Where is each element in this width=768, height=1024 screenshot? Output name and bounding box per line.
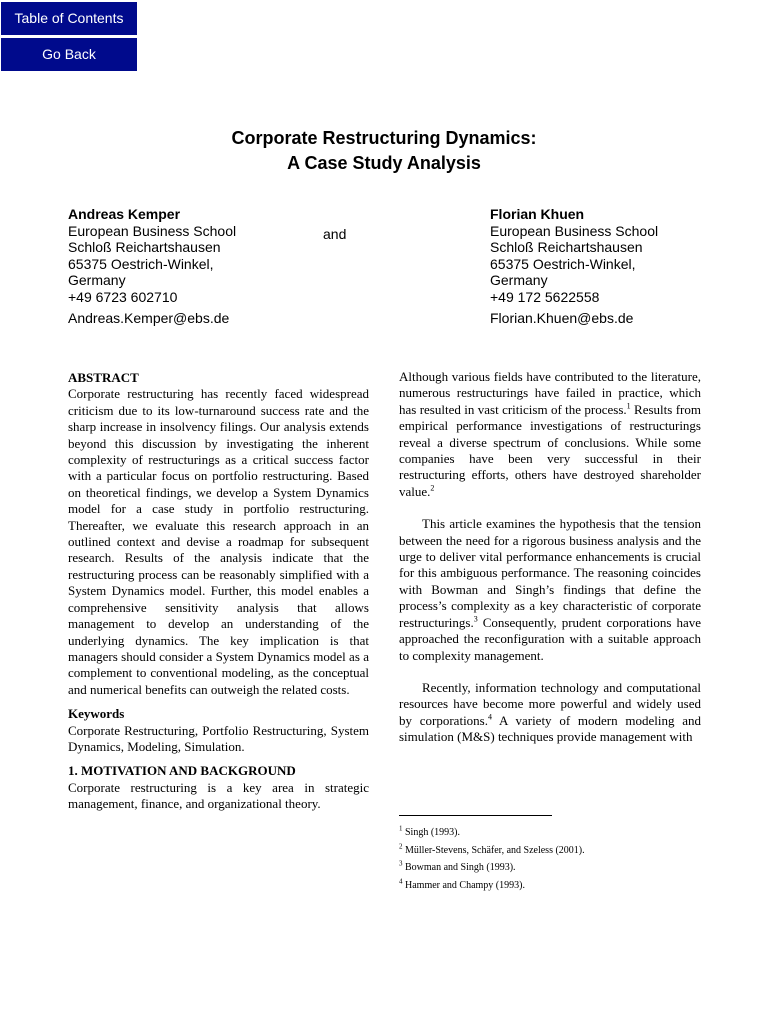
paragraph-text: Consequently, prudent corporations have approached the reconfiguration with a suitable approach to complexity management.	[399, 614, 701, 663]
author-conjunction: and	[323, 226, 347, 242]
footnote-divider	[399, 815, 552, 816]
footnote-number: 4	[399, 877, 403, 886]
author-name: Florian Khuen	[490, 206, 585, 222]
left-column	[68, 370, 369, 813]
body-paragraph-3	[399, 680, 701, 746]
author-email: Andreas.Kemper@ebs.de	[68, 310, 230, 326]
author-address-line1: Schloß Reichartshausen	[68, 239, 221, 255]
footnote-marker: 2	[430, 483, 435, 493]
footnote-text: Müller-Stevens, Schäfer, and Szeless (2001).	[402, 844, 585, 856]
author-address-line2: 65375 Oestrich-Winkel,	[68, 255, 214, 272]
paper-title-line1: Corporate Restructuring Dynamics:	[231, 128, 537, 148]
footnote-marker: 3	[473, 614, 478, 624]
footnote-item	[399, 877, 699, 895]
paper-title-line2: A Case Study Analysis	[287, 153, 481, 173]
author-name: Andreas Kemper	[68, 206, 181, 222]
paragraph-text: Results from empirical performance investigations of restructurings reveal a diverse spectrum of conclusions. While some companies have been very successful in their restructuring efforts, others have destroyed shareholder value.	[399, 401, 701, 499]
footnote-marker: 1	[626, 401, 631, 411]
paragraph-text: This article examines the hypothesis that the tension between the need for a rigorous business analysis and the urge to deliver vital performance enhancements is crucial for this ambiguous performance. The reasoning coincides with Bowman and Singh’s findings that define the process’s complexity as a key characteristic of corporate restructurings.	[399, 516, 701, 630]
table-of-contents-button[interactable]: Table of Contents	[0, 1, 138, 36]
author-affiliation: European Business School	[490, 222, 659, 239]
footnote-item	[399, 824, 699, 842]
section-heading: 1. MOTIVATION AND BACKGROUND	[68, 763, 296, 779]
footnote-text: Singh (1993).	[402, 827, 460, 838]
right-column	[399, 369, 701, 746]
author-block-kemper	[68, 206, 328, 327]
author-country: Germany	[490, 272, 548, 288]
author-phone: +49 6723 602710	[68, 288, 178, 305]
go-back-button[interactable]: Go Back	[0, 37, 138, 72]
author-affiliation: European Business School	[68, 222, 237, 239]
author-block-khuen	[490, 206, 750, 327]
footnote-item	[399, 842, 699, 860]
abstract-heading: ABSTRACT	[68, 370, 139, 385]
footnote-number: 1	[399, 824, 403, 833]
footnote-marker: 4	[488, 712, 492, 722]
paragraph-text: Recently, information technology and computational resources have become more powerful and widely used by corporations.	[399, 679, 701, 728]
section-text: Corporate restructuring is a key area in strategic management, finance, and organizational theory.	[68, 779, 369, 812]
author-email: Florian.Khuen@ebs.de	[490, 310, 634, 326]
author-address-line1: Schloß Reichartshausen	[490, 239, 643, 255]
footnotes	[399, 824, 699, 894]
paragraph-text: Although various fields have contributed to the literature, numerous restructurings have failed in practice, which has resulted in vast criticism of the process.	[399, 369, 701, 417]
author-country: Germany	[68, 272, 126, 288]
abstract-text: Corporate restructuring has recently faced widespread criticism due to its low-turnaround success rate and the sharp increase in insolvency filings. Our analysis extends beyond this discussion by investigating the inherent complexity of restructurings as a critical success factor with a particular focus on portfolio restructuring. Based on theoretical findings, we develop a System Dynamics model for a case study in portfolio restructuring. Thereafter, we evaluate this research approach in an outlined context and devise a roadmap for subsequent research. Results of the analysis indicate that the restructuring process can be reasonably simplified with a System Dynamics model. Further, this model enables a comprehensive sensitivity analysis that allows management to develop an understanding of the underlying dynamics. The key implication is that managers should consider a System Dynamics model as a complement to conventional modeling, as the conceptual and numerical benefits can outweigh the related costs.	[68, 386, 369, 697]
footnote-number: 2	[399, 842, 403, 851]
keywords-text: Corporate Restructuring, Portfolio Restructuring, System Dynamics, Modeling, Simulation.	[68, 722, 369, 754]
body-paragraph-2	[399, 516, 701, 664]
body-paragraph-1	[399, 369, 701, 500]
footnote-number: 3	[399, 859, 403, 868]
footnote-text: Bowman and Singh (1993).	[402, 862, 516, 873]
footnote-text: Hammer and Champy (1993).	[402, 879, 525, 891]
paragraph-text: A variety of modern modeling and simulation (M&S) techniques provide management with	[399, 712, 702, 745]
author-address-line2: 65375 Oestrich-Winkel,	[490, 255, 636, 272]
author-phone: +49 172 5622558	[490, 288, 600, 305]
footnote-item	[399, 859, 699, 877]
keywords-heading: Keywords	[68, 706, 125, 722]
